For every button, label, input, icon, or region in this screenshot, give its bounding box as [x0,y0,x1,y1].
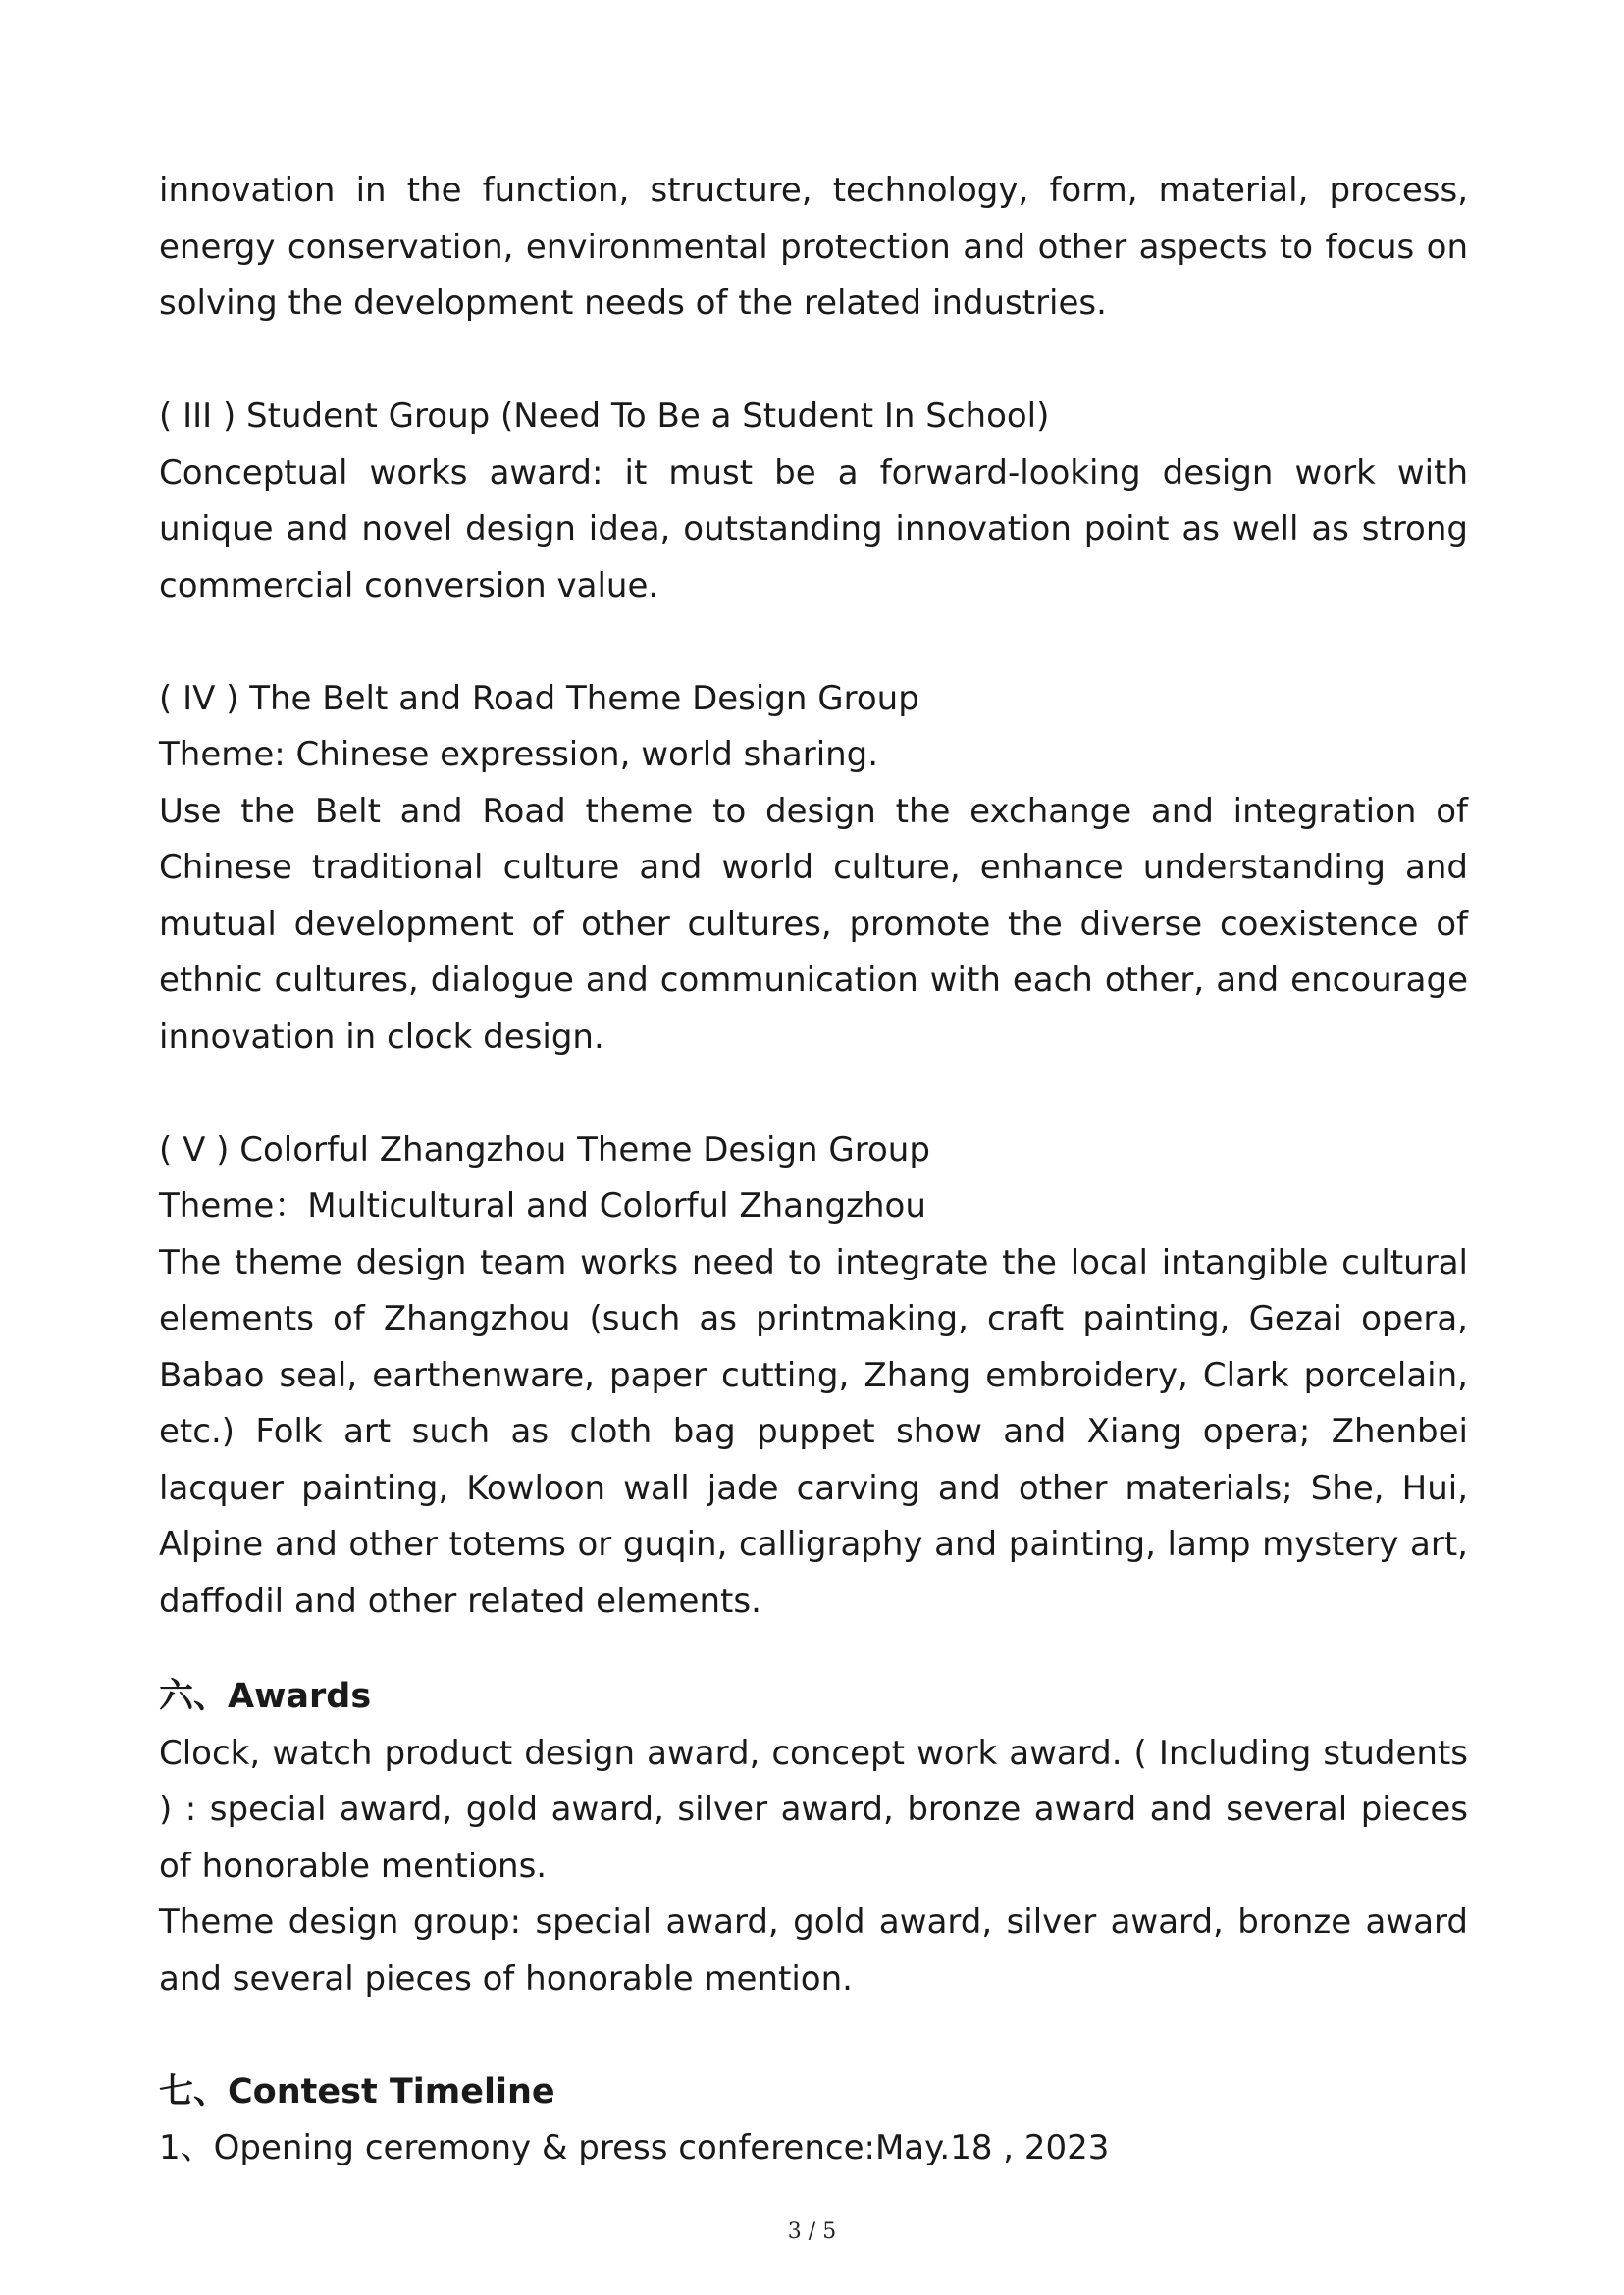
page-number: 3 / 5 [787,2219,837,2244]
timeline-heading: 七、Contest Timeline [159,2071,555,2112]
belt-road-heading: ( IV ) The Belt and Road Theme Design Group [159,678,919,718]
intro-paragraph: innovation in the function, structure, technology, form, material, process, energy conservation, environmental protection and other aspects to focus on solving the development needs of the related industries. [159,171,1468,323]
spacer [159,1630,1468,1669]
zhangzhou-paragraph: The theme design team works need to integrate the local intangible cultural elements of Zhangzhou (such as printmaking, craft painting, Gezai opera, Babao seal, earthenware, paper cutting, Zhang embroidery, Clark porcelain, etc.) Folk art such as cloth bag puppet show and Xiang opera; Zhenbei lacquer painting, Kowloon wall jade carving and other materials; She, Hui, Alpine and other totems or guqin, calligraphy and painting, lamp mystery art, daffodil and other related elements. [159,1242,1468,1621]
awards-paragraph-2: Theme design group: special award, gold award, silver award, bronze award and several pieces of honorable mention. [159,1903,1468,1999]
spacer [159,614,1468,671]
belt-road-theme: Theme: Chinese expression, world sharing. [159,735,879,774]
zhangzhou-theme: Theme：Multicultural and Colorful Zhangzhou [159,1186,926,1226]
student-group-heading: ( III ) Student Group (Need To Be a Student In School) [159,396,1050,436]
document-body [159,163,1468,2177]
belt-road-paragraph: Use the Belt and Road theme to design the exchange and integration of Chinese traditional culture and world culture, enhance understanding and mutual development of other cultures, promote the diverse coexistence of ethnic cultures, dialogue and communication with each other, and encourage innovation in clock design. [159,791,1468,1057]
spacer [159,2008,1468,2064]
spacer [159,1066,1468,1122]
zhangzhou-heading: ( V ) Colorful Zhangzhou Theme Design Group [159,1129,930,1170]
awards-heading: 六、Awards [159,1677,372,1716]
spacer [159,333,1468,390]
awards-paragraph-1: Clock, watch product design award, concept work award. ( Including students ) : special award, gold award, silver award, bronze award and several pieces of honorable mentions. [159,1733,1468,1886]
timeline-item-1: 1、Opening ceremony & press conference:May.18 , 2023 [159,2128,1110,2167]
student-group-paragraph: Conceptual works award: it must be a forward-looking design work with unique and novel design idea, outstanding innovation point as well as strong commercial conversion value. [159,452,1468,605]
